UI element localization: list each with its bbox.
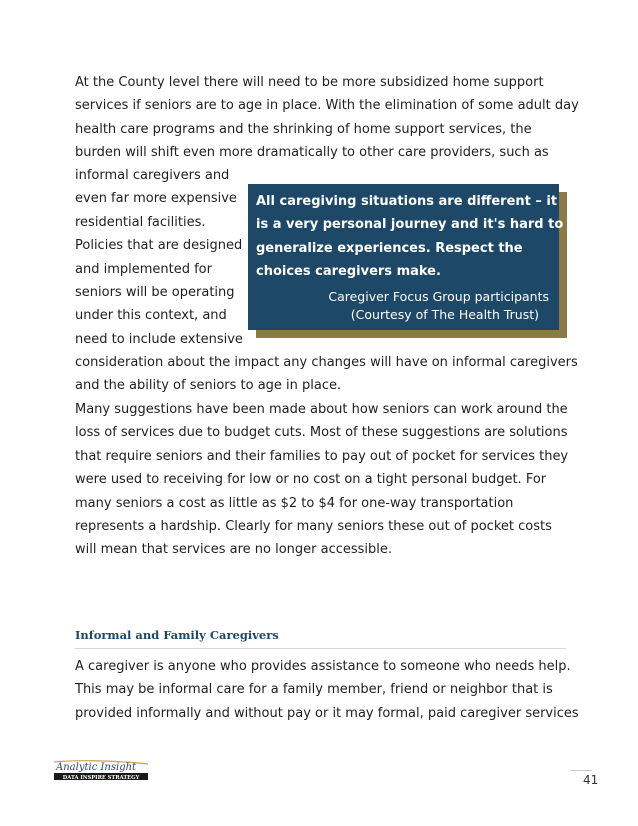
- paragraph-1-top: [75, 71, 579, 165]
- paragraph-3: [75, 655, 579, 725]
- attribution-line: (Courtesy of The Health Trust): [350, 306, 539, 322]
- footer-rule: [570, 770, 592, 771]
- paragraph-1-wrapped: [75, 164, 250, 351]
- section-heading: Informal and Family Caregivers: [75, 628, 566, 649]
- text-line: consideration about the impact any changes will have on informal caregivers: [75, 355, 578, 370]
- quote-text: [256, 190, 564, 284]
- text-line: under this context, and: [75, 308, 227, 324]
- text-line: need to include extensive: [75, 331, 243, 347]
- logo-text-bottom: DATA INSPIRE STRATEGY: [62, 774, 140, 781]
- text-line: many seniors a cost as little as $2 to $4 for one-way transportation: [75, 495, 514, 511]
- text-line: services if seniors are to age in place. With the elimination of some adult day: [75, 98, 579, 114]
- pull-quote-box: [248, 184, 564, 330]
- quote-line: is a very personal journey and it's hard to: [256, 217, 564, 233]
- text-line: represents a hardship. Clearly for many seniors these out of pocket costs: [75, 519, 552, 535]
- quote-line: All caregiving situations are different – it: [256, 194, 558, 209]
- text-line: Many suggestions have been made about how seniors can work around the: [75, 402, 568, 417]
- logo-text-top: Analytic Insight: [56, 762, 137, 773]
- attribution-line: Caregiver Focus Group participants: [328, 288, 549, 304]
- quote-line: generalize experiences. Respect the: [256, 240, 523, 256]
- text-line: and implemented for: [75, 261, 212, 277]
- text-line: loss of services due to budget cuts. Most of these suggestions are solutions: [75, 425, 568, 441]
- text-line: seniors will be operating: [75, 285, 235, 301]
- quote-line: choices caregivers make.: [256, 264, 441, 280]
- text-line: residential facilities.: [75, 214, 206, 230]
- text-line: even far more expensive: [75, 191, 237, 207]
- text-line: At the County level there will need to be more subsidized home support: [75, 75, 544, 90]
- quote-attribution: [256, 288, 551, 324]
- page-number: 41: [583, 773, 599, 787]
- paragraph-1-bottom: [75, 351, 578, 398]
- text-line: will mean that services are no longer accessible.: [75, 542, 393, 558]
- text-line: that require seniors and their families to pay out of pocket for services they: [75, 448, 569, 464]
- text-line: provided informally and without pay or it may formal, paid caregiver services: [75, 705, 579, 721]
- text-line: This may be informal care for a family member, friend or neighbor that is: [75, 682, 553, 698]
- text-line: burden will shift even more dramatically to other care providers, such as: [75, 145, 549, 161]
- text-line: health care programs and the shrinking of home support services, the: [75, 121, 532, 137]
- text-line: Policies that are designed: [75, 238, 243, 254]
- text-line: informal caregivers and: [75, 168, 230, 183]
- paragraph-2: [75, 398, 575, 562]
- text-line: were used to receiving for low or no cost on a tight personal budget. For: [75, 472, 547, 488]
- text-line: and the ability of seniors to age in place.: [75, 378, 342, 394]
- text-line: A caregiver is anyone who provides assistance to someone who needs help.: [75, 659, 571, 674]
- company-logo: [52, 758, 150, 782]
